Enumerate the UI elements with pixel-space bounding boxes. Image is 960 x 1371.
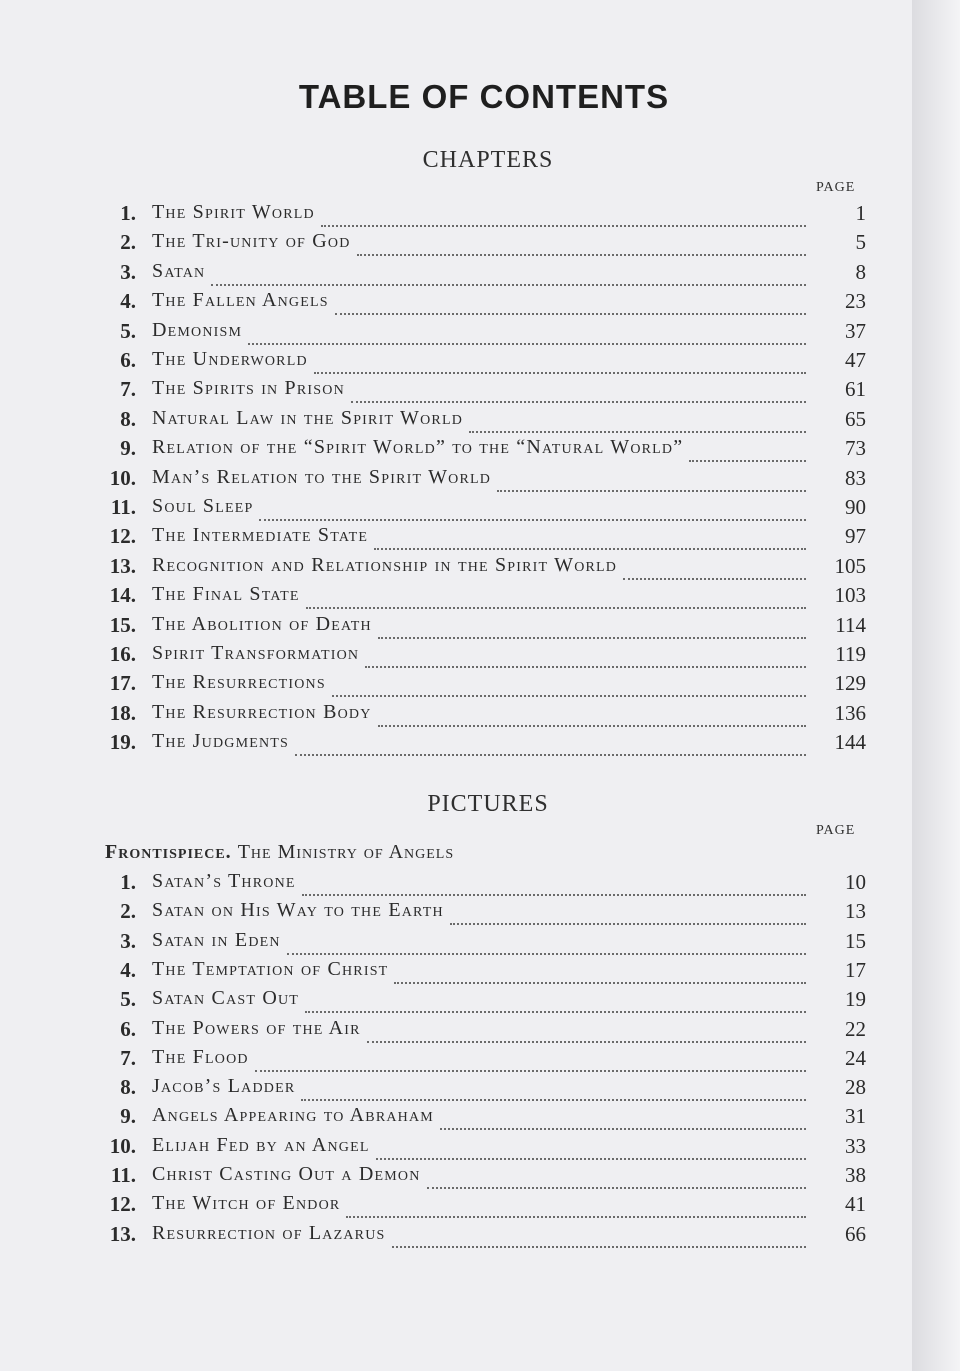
picture-title: The Powers of the Air	[152, 1016, 361, 1039]
chapter-page-number: 8	[855, 259, 866, 284]
picture-entry	[0, 1134, 912, 1163]
chapter-number: 1.	[120, 201, 136, 225]
chapters-page-label: PAGE	[816, 180, 856, 195]
chapter-title: Demonism	[152, 318, 243, 341]
picture-number: 4.	[120, 957, 136, 982]
chapter-number: 7.	[120, 377, 136, 402]
page-edge	[912, 0, 960, 1371]
picture-title: Angels Appearing to Abraham	[152, 1104, 434, 1127]
chapter-title: The Spirit World	[152, 201, 315, 223]
chapter-entry	[0, 701, 912, 730]
dot-leader	[378, 703, 806, 727]
picture-title: Satan in Eden	[152, 928, 281, 951]
picture-number: 1.	[120, 870, 136, 894]
chapter-page-number: 5	[855, 230, 866, 255]
chapter-page-number: 73	[845, 436, 866, 461]
picture-title: Satan Cast Out	[152, 987, 300, 1010]
chapter-entry	[0, 730, 912, 759]
chapter-entry	[0, 289, 912, 318]
chapter-page-number: 136	[834, 700, 866, 725]
chapter-page-number: 83	[845, 465, 866, 490]
chapter-page-number: 97	[845, 524, 866, 549]
chapter-page-number: 1	[855, 201, 866, 225]
frontispiece-entry	[105, 841, 454, 864]
chapter-number: 4.	[120, 289, 136, 314]
picture-title: Resurrection of Lazarus	[152, 1221, 386, 1244]
chapter-entry	[0, 613, 912, 642]
chapter-entry	[0, 671, 912, 700]
dot-leader	[335, 291, 806, 315]
chapter-page-number: 105	[834, 553, 866, 578]
chapter-entry	[0, 583, 912, 612]
picture-page-number: 33	[845, 1133, 866, 1158]
chapter-title: Natural Law in the Spirit World	[152, 406, 464, 429]
picture-title: Jacob’s Ladder	[152, 1075, 296, 1098]
dot-leader	[365, 644, 806, 668]
chapter-number: 9.	[120, 436, 136, 461]
chapter-entry	[0, 554, 912, 583]
chapter-page-number: 37	[845, 318, 866, 343]
picture-entry	[0, 1046, 912, 1075]
picture-title: The Flood	[152, 1045, 249, 1068]
picture-entry	[0, 1104, 912, 1133]
dot-leader	[302, 872, 806, 896]
chapter-number: 12.	[109, 524, 136, 549]
picture-page-number: 31	[845, 1104, 866, 1129]
chapter-number: 8.	[120, 406, 136, 431]
frontispiece-title: The Ministry of Angels	[237, 841, 455, 863]
dot-leader	[255, 1048, 806, 1072]
chapter-entry	[0, 466, 912, 495]
dot-leader	[376, 1136, 806, 1160]
chapter-entry	[0, 230, 912, 259]
picture-page-number: 19	[845, 987, 866, 1012]
picture-page-number: 10	[845, 870, 866, 894]
picture-title: Satan’s Throne	[152, 870, 296, 892]
chapter-title: The Underworld	[152, 348, 308, 370]
pictures-heading: PICTURES	[427, 791, 549, 817]
picture-title: Elijah Fed by an Angel	[152, 1133, 370, 1156]
picture-number: 11.	[110, 1163, 136, 1187]
chapter-title: The Tri-unity of God	[152, 230, 351, 253]
chapter-number: 3.	[120, 259, 136, 284]
picture-entry	[0, 1222, 912, 1251]
dot-leader	[469, 409, 806, 433]
picture-page-number: 66	[845, 1221, 866, 1246]
dot-leader	[301, 1077, 806, 1101]
chapter-entry	[0, 377, 912, 406]
page-title: TABLE OF CONTENTS	[298, 78, 670, 115]
dot-leader	[248, 321, 806, 345]
chapters-heading: CHAPTERS	[422, 147, 554, 173]
dot-leader	[314, 350, 806, 374]
picture-number: 10.	[109, 1133, 136, 1158]
picture-entry	[0, 870, 912, 899]
chapter-entry	[0, 348, 912, 377]
picture-entry	[0, 1163, 912, 1192]
chapter-page-number: 47	[845, 348, 866, 372]
chapter-number: 17.	[109, 671, 136, 696]
picture-entry	[0, 899, 912, 928]
chapter-title: The Spirits in Prison	[152, 377, 345, 400]
dot-leader	[440, 1106, 806, 1130]
dot-leader	[351, 379, 806, 403]
picture-entry	[0, 1075, 912, 1104]
dot-leader	[259, 497, 806, 521]
chapter-number: 11.	[110, 495, 136, 519]
frontispiece-label: Frontispiece.	[105, 841, 232, 863]
chapter-entry	[0, 436, 912, 465]
chapter-entry	[0, 642, 912, 671]
chapter-title: The Judgments	[152, 730, 290, 753]
picture-entry	[0, 958, 912, 987]
chapter-number: 10.	[109, 465, 136, 490]
picture-number: 5.	[120, 987, 136, 1012]
chapter-title: Satan	[152, 259, 206, 282]
picture-page-number: 24	[845, 1045, 866, 1070]
chapter-entry	[0, 201, 912, 230]
chapter-page-number: 129	[834, 671, 866, 696]
picture-number: 3.	[120, 928, 136, 953]
dot-leader	[305, 989, 806, 1013]
chapter-entry	[0, 260, 912, 289]
pictures-page-label: PAGE	[816, 823, 856, 838]
dot-leader	[450, 901, 806, 925]
dot-leader	[367, 1019, 806, 1043]
picture-number: 12.	[109, 1192, 136, 1217]
picture-entry	[0, 1192, 912, 1221]
picture-page-number: 13	[845, 899, 866, 924]
chapter-title: The Intermediate State	[152, 524, 369, 547]
dot-leader	[689, 438, 806, 462]
picture-number: 8.	[120, 1075, 136, 1100]
chapter-number: 19.	[109, 730, 136, 755]
chapter-number: 18.	[109, 700, 136, 725]
chapter-page-number: 103	[834, 583, 866, 608]
dot-leader	[306, 585, 806, 609]
dot-leader	[287, 931, 806, 955]
dot-leader	[346, 1194, 806, 1218]
chapter-title: Relation of the “Spirit World” to the “Natural World”	[152, 436, 684, 459]
picture-title: The Temptation of Christ	[152, 957, 389, 980]
picture-number: 9.	[120, 1104, 136, 1129]
picture-page-number: 15	[845, 928, 866, 953]
picture-entry	[0, 1017, 912, 1046]
chapter-entry	[0, 495, 912, 524]
picture-number: 7.	[120, 1045, 136, 1070]
chapter-title: The Fallen Angels	[152, 289, 329, 312]
chapter-title: Spirit Transformation	[152, 642, 360, 664]
chapter-number: 2.	[120, 230, 136, 255]
chapter-title: The Abolition of Death	[152, 612, 372, 635]
picture-page-number: 38	[845, 1163, 866, 1187]
chapter-page-number: 65	[845, 406, 866, 431]
chapter-page-number: 114	[835, 612, 866, 637]
chapter-title: The Final State	[152, 583, 300, 606]
chapter-number: 15.	[109, 612, 136, 637]
chapter-page-number: 23	[845, 289, 866, 314]
chapter-title: Soul Sleep	[152, 495, 254, 517]
chapter-page-number: 90	[845, 495, 866, 519]
picture-number: 13.	[109, 1221, 136, 1246]
picture-page-number: 41	[845, 1192, 866, 1217]
dot-leader	[394, 960, 806, 984]
chapter-page-number: 119	[835, 642, 866, 666]
dot-leader	[497, 468, 806, 492]
chapter-title: The Resurrection Body	[152, 700, 372, 723]
chapter-entry	[0, 524, 912, 553]
picture-number: 6.	[120, 1016, 136, 1041]
chapter-title: Recognition and Relationship in the Spirit World	[152, 553, 618, 576]
dot-leader	[357, 232, 806, 256]
picture-title: The Witch of Endor	[152, 1192, 341, 1215]
picture-entry	[0, 929, 912, 958]
dot-leader	[378, 615, 806, 639]
picture-entry	[0, 987, 912, 1016]
chapter-number: 16.	[109, 642, 136, 666]
chapter-number: 14.	[109, 583, 136, 608]
dot-leader	[332, 673, 806, 697]
chapter-title: Man’s Relation to the Spirit World	[152, 465, 492, 488]
chapter-page-number: 144	[834, 730, 866, 755]
picture-page-number: 28	[845, 1075, 866, 1100]
chapter-number: 5.	[120, 318, 136, 343]
picture-number: 2.	[120, 899, 136, 924]
picture-page-number: 17	[845, 957, 866, 982]
dot-leader	[321, 203, 806, 227]
chapter-number: 13.	[109, 553, 136, 578]
picture-title: Christ Casting Out a Demon	[152, 1163, 421, 1185]
chapter-title: The Resurrections	[152, 671, 326, 694]
dot-leader	[211, 262, 806, 286]
dot-leader	[427, 1165, 806, 1189]
chapter-entry	[0, 407, 912, 436]
picture-page-number: 22	[845, 1016, 866, 1041]
dot-leader	[392, 1224, 806, 1248]
dot-leader	[623, 556, 806, 580]
dot-leader	[295, 732, 806, 756]
dot-leader	[374, 526, 806, 550]
chapter-page-number: 61	[845, 377, 866, 402]
picture-title: Satan on His Way to the Earth	[152, 899, 444, 922]
chapter-number: 6.	[120, 348, 136, 372]
chapter-entry	[0, 319, 912, 348]
